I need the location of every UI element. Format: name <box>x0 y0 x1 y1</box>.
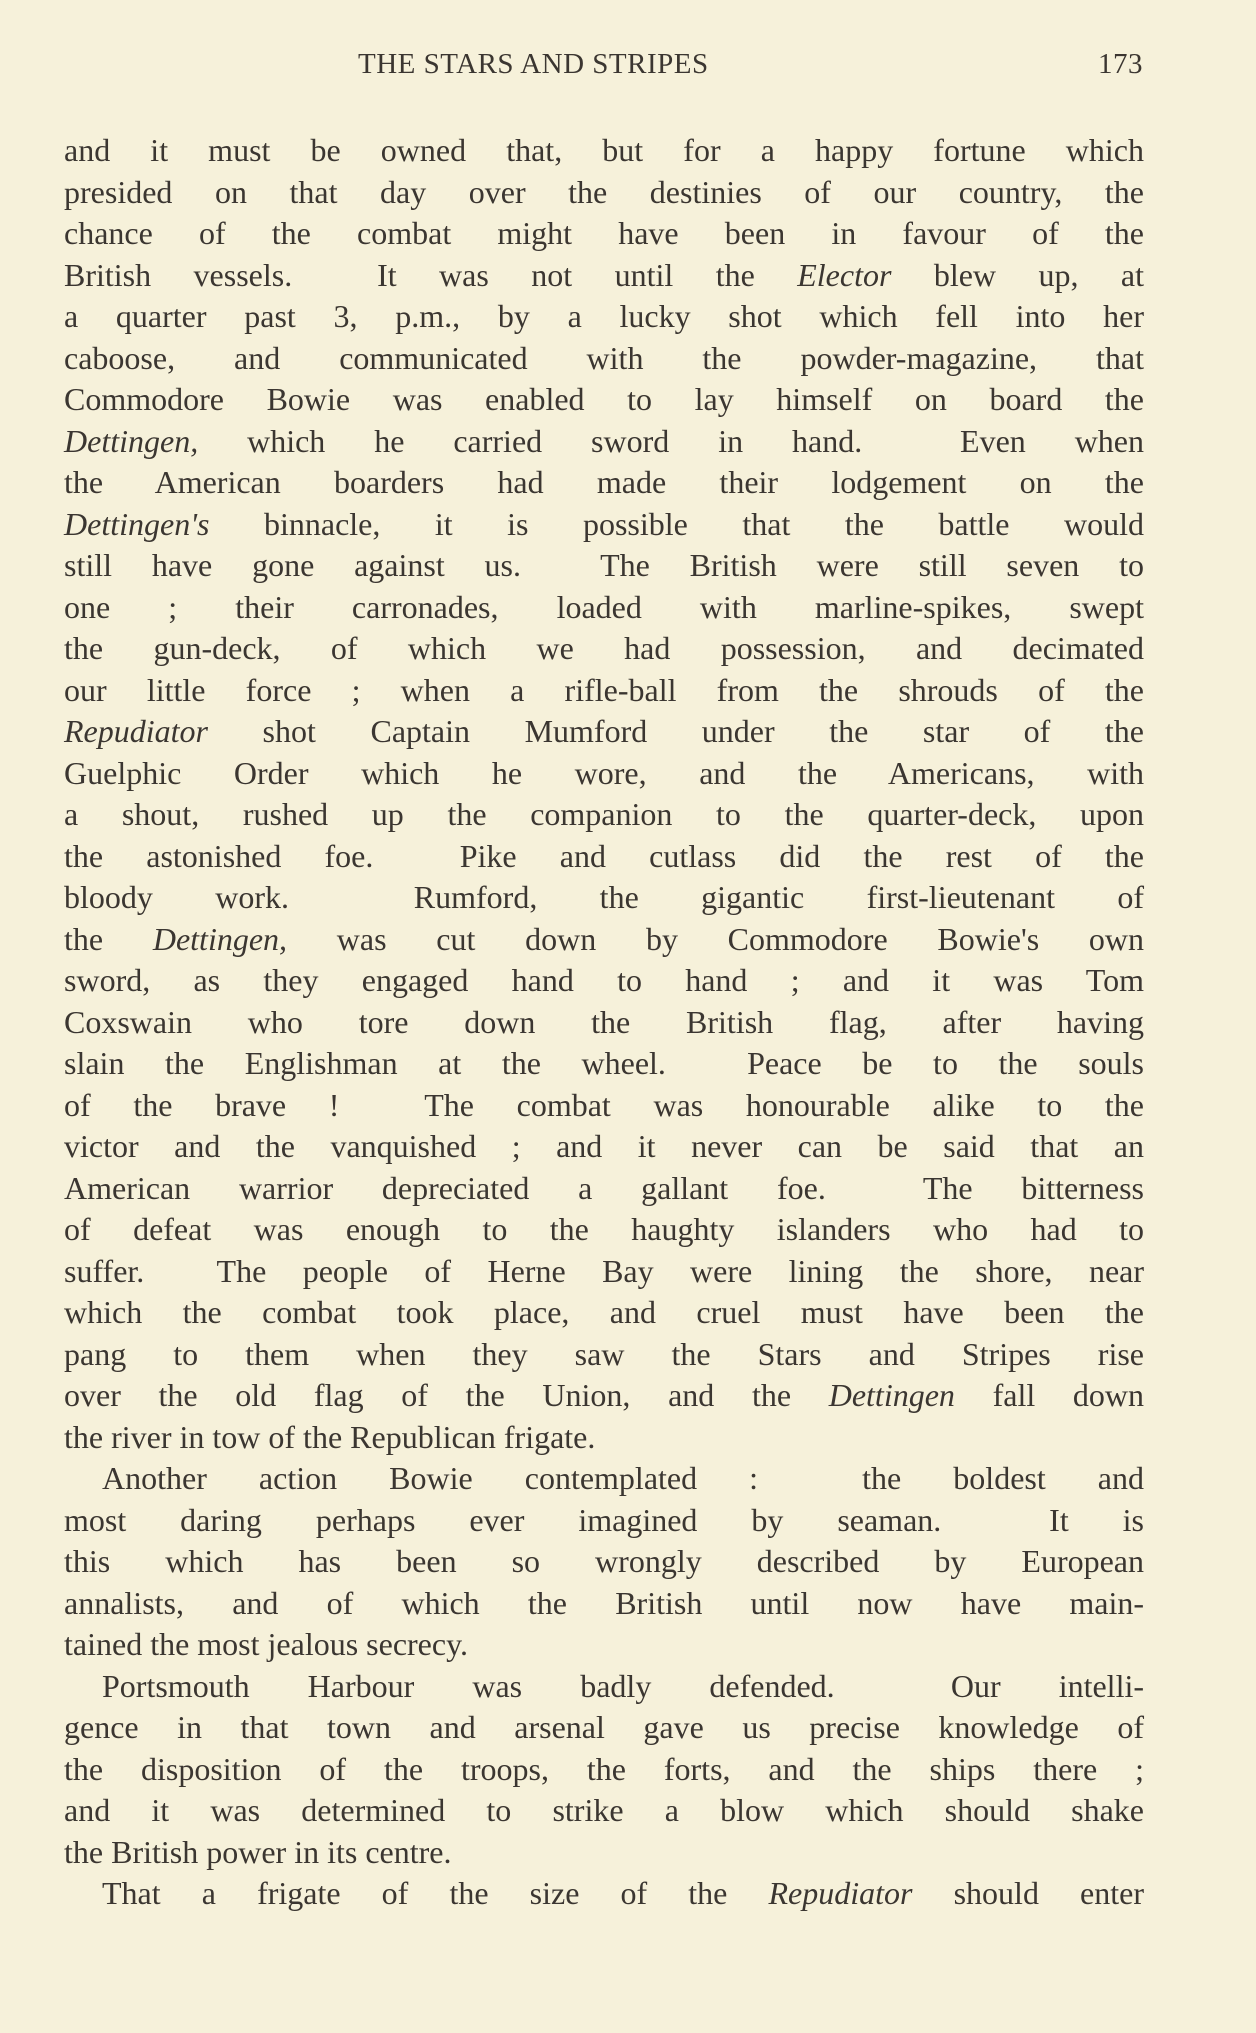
text-line <box>64 1334 1144 1376</box>
text-run: Another action Bowie contemplated : the boldest and <box>102 1460 1144 1496</box>
text-line <box>64 1251 1144 1293</box>
text-line <box>64 1873 1144 1915</box>
text-run: the <box>64 920 153 957</box>
text-line <box>64 1375 1144 1417</box>
text-run: binnacle, it is possible that the battle would <box>209 505 1144 542</box>
text-run: tained the most jealous secrecy. <box>64 1626 468 1662</box>
text-line <box>64 1624 1144 1666</box>
text-run: was cut down by Commodore Bowie's own <box>287 920 1145 957</box>
italic-ship-name: Dettingen's <box>64 505 210 542</box>
text-line <box>64 130 1144 172</box>
italic-ship-name: Repudiator <box>64 713 208 749</box>
text-run: the river in tow of the Republican frigate. <box>64 1418 596 1455</box>
text-line <box>64 1168 1144 1210</box>
text-line <box>64 1583 1144 1625</box>
text-line <box>64 877 1144 919</box>
text-run: gence in that town and arsenal gave us precise knowledge of <box>64 1709 1144 1745</box>
text-run: Portsmouth Harbour was badly defended. Our intelli- <box>102 1667 1144 1704</box>
text-run: bloody work. Rumford, the gigantic first-lieutenant of <box>64 879 1144 915</box>
body-text <box>64 130 1144 1915</box>
text-line <box>64 1209 1144 1251</box>
text-run: victor and the vanquished ; and it never can be said that an <box>64 1128 1144 1164</box>
text-run: presided on that day over the destinies of our country, the <box>64 173 1144 210</box>
italic-ship-name: Elector <box>797 256 892 293</box>
text-line <box>64 1541 1144 1583</box>
italic-ship-name: Dettingen, <box>64 422 199 459</box>
text-line <box>64 1126 1144 1168</box>
page-number: 173 <box>1098 48 1143 80</box>
text-line <box>64 1417 1144 1459</box>
text-run: the gun-deck, of which we had possession, and decimated <box>64 630 1144 666</box>
text-line <box>64 1002 1144 1044</box>
text-run: annalists, and of which the British until now have main- <box>64 1584 1144 1621</box>
text-run: sword, as they engaged hand to hand ; and it was Tom <box>64 962 1144 998</box>
italic-ship-name: Dettingen, <box>152 920 288 957</box>
text-line <box>64 711 1144 753</box>
text-line <box>64 670 1144 712</box>
text-run: most daring perhaps ever imagined by seaman. It is <box>64 1501 1144 1538</box>
text-line <box>64 628 1144 670</box>
text-line <box>64 213 1144 255</box>
text-run: pang to them when they saw the Stars and Stripes rise <box>64 1335 1144 1372</box>
text-run: British vessels. It was not until the <box>64 256 798 293</box>
text-run: caboose, and communicated with the powder-magazine, that <box>64 339 1144 376</box>
text-line <box>64 753 1144 795</box>
text-run: this which has been so wrongly described by European <box>64 1543 1144 1579</box>
text-line <box>64 172 1144 214</box>
text-line <box>64 836 1144 878</box>
text-run: a quarter past 3, p.m., by a lucky shot which fell into her <box>64 298 1144 334</box>
running-title: THE STARS AND STRIPES <box>358 48 709 80</box>
text-run: a shout, rushed up the companion to the quarter-deck, upon <box>64 796 1144 832</box>
text-run: and it must be owned that, but for a happy fortune which <box>64 132 1144 168</box>
text-run: the disposition of the troops, the forts, and the ships there ; <box>64 1750 1144 1787</box>
text-line <box>64 960 1144 1002</box>
text-line <box>64 1458 1144 1500</box>
text-run: still have gone against us. The British were still seven to <box>64 547 1144 583</box>
text-line <box>64 1043 1144 1085</box>
text-run: Commodore Bowie was enabled to lay himself on board the <box>64 381 1144 417</box>
text-run: chance of the combat might have been in favour of the <box>64 215 1144 251</box>
text-run: the American boarders had made their lodgement on the <box>64 464 1144 500</box>
text-line <box>64 296 1144 338</box>
text-line <box>64 338 1144 380</box>
text-run: blew up, at <box>891 256 1145 293</box>
text-run: which he carried sword in hand. Even when <box>198 422 1144 459</box>
text-line <box>64 1707 1144 1749</box>
text-run: over the old flag of the Union, and the <box>64 1377 829 1413</box>
text-line <box>64 794 1144 836</box>
text-line <box>64 1292 1144 1334</box>
text-run: That a frigate of the size of the <box>102 1875 769 1911</box>
text-line <box>64 1666 1144 1708</box>
text-line <box>64 1749 1144 1791</box>
text-line <box>64 1085 1144 1127</box>
text-line <box>64 379 1144 421</box>
text-run: should enter <box>912 1875 1145 1911</box>
italic-ship-name: Repudiator <box>768 1875 913 1911</box>
text-run: slain the Englishman at the wheel. Peace be to the souls <box>64 1045 1144 1081</box>
italic-ship-name: Dettingen <box>828 1377 955 1413</box>
text-run: Guelphic Order which he wore, and the Americans, with <box>64 754 1144 791</box>
text-run: the British power in its centre. <box>64 1833 452 1870</box>
text-run: suffer. The people of Herne Bay were lining the shore, near <box>64 1252 1144 1289</box>
text-run: shot Captain Mumford under the star of the <box>207 713 1144 749</box>
text-run: the astonished foe. Pike and cutlass did the rest of the <box>64 837 1144 874</box>
text-run: our little force ; when a rifle-ball from the shrouds of the <box>64 671 1144 708</box>
text-line <box>64 462 1144 504</box>
text-run: and it was determined to strike a blow which should shake <box>64 1792 1144 1828</box>
text-line <box>64 1790 1144 1832</box>
text-line <box>64 545 1144 587</box>
text-run: which the combat took place, and cruel must have been the <box>64 1294 1144 1330</box>
text-run: fall down <box>954 1377 1145 1413</box>
text-line <box>64 421 1144 463</box>
text-run: Coxswain who tore down the British flag, after having <box>64 1003 1144 1040</box>
text-run: of the brave ! The combat was honourable alike to the <box>64 1086 1144 1123</box>
text-line <box>64 255 1144 297</box>
text-line <box>64 919 1144 961</box>
text-line <box>64 1500 1144 1542</box>
text-run: of defeat was enough to the haughty islanders who had to <box>64 1211 1144 1247</box>
text-line <box>64 504 1144 546</box>
text-run: American warrior depreciated a gallant foe. The bitterness <box>64 1169 1144 1206</box>
text-line <box>64 587 1144 629</box>
text-run: one ; their carronades, loaded with marline-spikes, swept <box>64 588 1144 625</box>
text-line <box>64 1832 1144 1874</box>
